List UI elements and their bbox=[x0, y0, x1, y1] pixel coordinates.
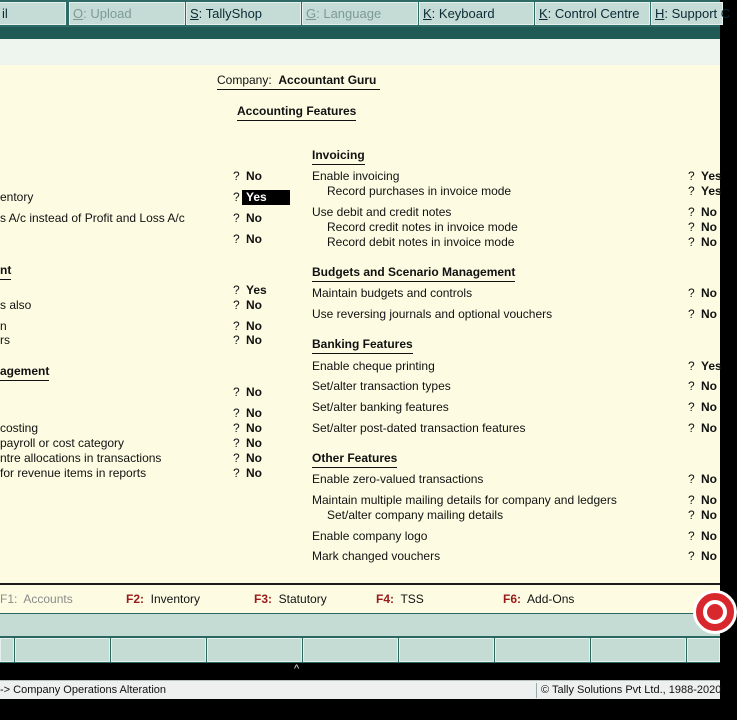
left3-value-3[interactable]: No bbox=[246, 436, 262, 450]
left-heading-2: nt bbox=[0, 263, 11, 280]
other-label-1: Maintain multiple mailing details for company and ledgers bbox=[312, 493, 617, 507]
invoicing-label-1: Record purchases in invoice mode bbox=[327, 184, 512, 198]
top-menu-bar bbox=[0, 0, 731, 27]
other-value-2[interactable]: No bbox=[701, 508, 717, 522]
header-strip bbox=[0, 39, 720, 65]
other-label-4: Mark changed vouchers bbox=[312, 549, 441, 563]
fkey-add-ons[interactable]: F6: Add-Ons bbox=[503, 592, 575, 606]
heading-invoicing: Invoicing bbox=[312, 148, 365, 165]
invoicing-label-3: Record credit notes in invoice mode bbox=[327, 220, 518, 234]
other-label-0: Enable zero-valued transactions bbox=[312, 472, 484, 486]
left-value-0[interactable]: No bbox=[246, 169, 262, 183]
left3-value-2[interactable]: No bbox=[246, 421, 262, 435]
heading-budgets: Budgets and Scenario Management bbox=[312, 265, 515, 282]
other-label-2: Set/alter company mailing details bbox=[327, 508, 504, 522]
other-value-0[interactable]: No bbox=[701, 472, 717, 486]
fkey-tss[interactable]: F4: TSS bbox=[376, 592, 424, 606]
toolbar-slot-6[interactable] bbox=[495, 638, 590, 662]
fkey-inventory[interactable]: F2: Inventory bbox=[126, 592, 201, 606]
bottom-toolbar-row bbox=[0, 614, 720, 636]
left-label-1: entory bbox=[0, 190, 34, 204]
other-label-3: Enable company logo bbox=[312, 529, 428, 543]
other-value-1[interactable]: No bbox=[701, 493, 717, 507]
invoicing-value-1[interactable]: Yes bbox=[701, 184, 722, 198]
heading-other: Other Features bbox=[312, 451, 397, 468]
menu-item-upload[interactable]: O: Upload bbox=[69, 2, 185, 25]
fkey-accounts[interactable]: F1: Accounts bbox=[0, 592, 73, 606]
features-panel: Company: Accountant Guru Accounting Features entory s A/c instead of Profit and Loss A/c ? No ? Yes ? No ? No nt ? Yes s also ? No n ? No rs ? No agement ? No ? No costing ? No payroll or cost category ? No ntre allocations in transactions ? No for revenue items in reports ? No Invoicing Enable invoicing ? Yes Record purchases in invoice mode ? Yes Use debit and credit notes ? No Record credit notes in invoice mode ? No Record debit notes in invoice mode ? No Budgets and Scenario Management Maintain budgets and controls ? No Use reversing journals and optional vouchers ? No Banking Features Enable cheque printing ? Yes Set/alter transaction types ? No Set/alter banking features ? No Set/alter post-dated transaction features ? No Other Features Enable zero-valued transactions ? No Maintain multiple mailing details for company and ledgers ? No Set/alter company mailing details ? No Enable company logo ? No Mark changed vouchers ? No bbox=[0, 65, 720, 586]
left3-value-4[interactable]: No bbox=[246, 451, 262, 465]
recording-logo-icon bbox=[693, 590, 737, 634]
copyright: © Tally Solutions Pvt Ltd., 1988-2020 bbox=[536, 683, 720, 698]
left3-label-4: ntre allocations in transactions bbox=[0, 451, 162, 465]
left-heading-3: agement bbox=[0, 364, 49, 381]
menu-item-mail[interactable]: il bbox=[0, 2, 66, 25]
other-value-4[interactable]: No bbox=[701, 549, 717, 563]
left-label-2: s A/c instead of Profit and Loss A/c bbox=[0, 211, 185, 225]
invoicing-value-3[interactable]: No bbox=[701, 220, 717, 234]
toolbar-slot-3[interactable] bbox=[207, 638, 302, 662]
fkey-statutory[interactable]: F3: Statutory bbox=[254, 592, 327, 606]
left3-value-5[interactable]: No bbox=[246, 466, 262, 480]
invoicing-label-4: Record debit notes in invoice mode bbox=[327, 235, 515, 249]
banking-value-2[interactable]: No bbox=[701, 400, 717, 414]
toolbar-slot-8[interactable] bbox=[687, 638, 720, 662]
banking-value-1[interactable]: No bbox=[701, 379, 717, 393]
toolbar-slot-2[interactable] bbox=[111, 638, 206, 662]
left2-value-0[interactable]: Yes bbox=[246, 283, 267, 297]
company-name: Accountant Guru bbox=[278, 73, 377, 87]
left3-label-5: for revenue items in reports bbox=[0, 466, 147, 480]
screen-bottom bbox=[0, 699, 720, 720]
invoicing-label-2: Use debit and credit notes bbox=[312, 205, 452, 219]
banking-value-0[interactable]: Yes bbox=[701, 359, 722, 373]
left-value-1-selected[interactable]: Yes bbox=[242, 190, 290, 205]
left3-label-2: costing bbox=[0, 421, 39, 435]
breadcrumb: -> Company Operations Alteration bbox=[0, 684, 167, 696]
menu-item-keyboard[interactable]: K: Keyboard bbox=[419, 2, 534, 25]
function-key-bar bbox=[0, 585, 720, 613]
page-title: Accounting Features bbox=[237, 104, 356, 121]
invoicing-label-0: Enable invoicing bbox=[312, 169, 400, 183]
toolbar-slot-7[interactable] bbox=[591, 638, 686, 662]
invoicing-value-2[interactable]: No bbox=[701, 205, 717, 219]
chevron-up-icon[interactable]: ^ bbox=[294, 663, 300, 675]
left-value-3[interactable]: No bbox=[246, 232, 262, 246]
left-value-2[interactable]: No bbox=[246, 211, 262, 225]
toolbar-slot-1[interactable] bbox=[15, 638, 110, 662]
budgets-label-0: Maintain budgets and controls bbox=[312, 286, 473, 300]
left3-value-0[interactable]: No bbox=[246, 385, 262, 399]
left2-label-3: rs bbox=[0, 333, 10, 347]
budgets-value-1[interactable]: No bbox=[701, 307, 717, 321]
menu-item-language[interactable]: G: Language bbox=[302, 2, 418, 25]
menu-item-control-centre[interactable]: K: Control Centre bbox=[535, 2, 650, 25]
toolbar-slot-5[interactable] bbox=[399, 638, 494, 662]
invoicing-value-0[interactable]: Yes bbox=[701, 169, 722, 183]
banking-label-1: Set/alter transaction types bbox=[312, 379, 451, 393]
left2-value-3[interactable]: No bbox=[246, 333, 262, 347]
other-value-3[interactable]: No bbox=[701, 529, 717, 543]
toolbar-slot-4[interactable] bbox=[303, 638, 398, 662]
invoicing-value-4[interactable]: No bbox=[701, 235, 717, 249]
left3-value-1[interactable]: No bbox=[246, 406, 262, 420]
toolbar-slot-0[interactable] bbox=[0, 638, 14, 662]
banking-label-0: Enable cheque printing bbox=[312, 359, 435, 373]
banking-label-2: Set/alter banking features bbox=[312, 400, 449, 414]
heading-banking: Banking Features bbox=[312, 337, 413, 354]
left3-label-3: payroll or cost category bbox=[0, 436, 125, 450]
left2-label-1: s also bbox=[0, 298, 32, 312]
header-band bbox=[0, 27, 720, 39]
menu-item-tallyshop[interactable]: S: TallyShop bbox=[186, 2, 301, 25]
left2-label-2: n bbox=[0, 319, 7, 333]
budgets-value-0[interactable]: No bbox=[701, 286, 717, 300]
banking-label-3: Set/alter post-dated transaction features bbox=[312, 421, 526, 435]
budgets-label-1: Use reversing journals and optional vouchers bbox=[312, 307, 553, 321]
company-header: Company: Accountant Guru bbox=[217, 73, 380, 90]
left2-value-1[interactable]: No bbox=[246, 298, 262, 312]
menu-item-support-centre[interactable]: H: Support C bbox=[651, 2, 723, 25]
left2-value-2[interactable]: No bbox=[246, 319, 262, 333]
status-bar bbox=[0, 680, 720, 700]
banking-value-3[interactable]: No bbox=[701, 421, 717, 435]
